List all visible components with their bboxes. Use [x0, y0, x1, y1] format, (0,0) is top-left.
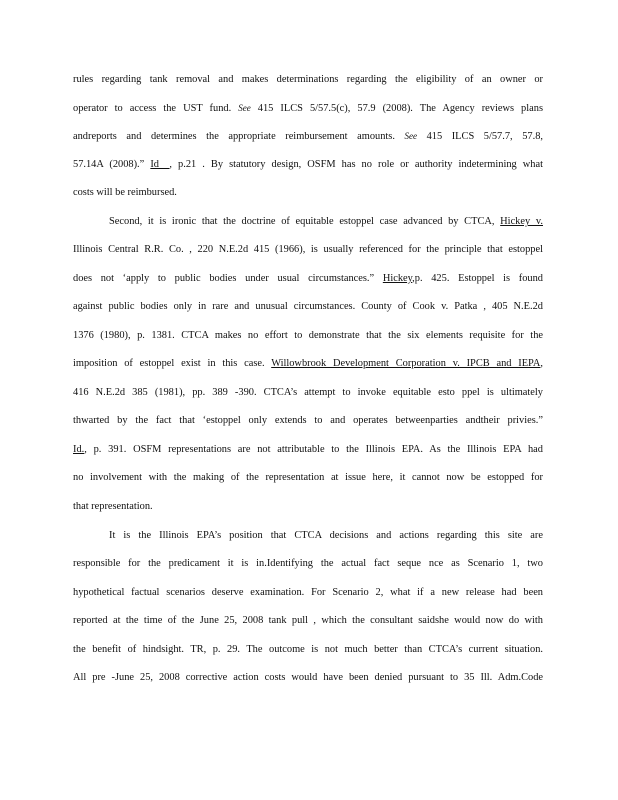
text: andreports and determines the appropriate reimbursement amounts. [73, 131, 395, 142]
text: the benefit of hindsight. TR, p. 29. The outcome is not much better than CTCA’s current situation. [73, 644, 543, 655]
p2-line-9 [73, 443, 543, 457]
p1-line-4 [73, 158, 543, 172]
text: Illinois Central R.R. Co. , 220 N.E.2d 415 (1966), is usually referenced for the principle that estoppel [73, 244, 543, 255]
text: no involvement with the making of the representation at issue here, it cannot now be estopped for [73, 472, 543, 483]
p3-line-6 [73, 671, 543, 685]
text: responsible for the predicament it is in.Identifying the actual fact seque nce as Scenario 1, two [73, 558, 543, 569]
text: reported at the time of the June 25, 2008 tank pull , which the consultant saidshe would now do with [73, 615, 543, 626]
p2-line-6 [73, 357, 543, 371]
text: costs will be reimbursed. [73, 187, 177, 198]
case-citation: Hickey v. [500, 216, 543, 227]
text: 415 ILCS 5/57.7, 57.8, [426, 131, 543, 142]
p3-line-5 [73, 643, 543, 657]
text: Second, it is ironic that the doctrine of equitable estoppel case advanced by CTCA, [109, 216, 495, 227]
text: It is the Illinois EPA’s position that CTCA decisions and actions regarding this site are [109, 530, 543, 541]
text: against public bodies only in rare and unusual circumstances. County of Cook v. Patka , 405 N.E.2d [73, 301, 543, 312]
text: thwarted by the fact that ‘estoppel only extends to and operates betweenparties andtheir privies.” [73, 415, 543, 426]
text: 415 ILCS 5/57.5(c), 57.9 (2008). The Agency reviews plans [257, 103, 543, 114]
p3-line-4 [73, 614, 543, 628]
text: operator to access the UST fund. [73, 103, 232, 114]
id-citation: Id. [73, 444, 85, 455]
p2-line-3 [73, 272, 543, 286]
id-citation: Id__ [150, 159, 170, 170]
text: 57.14A (2008).” [73, 159, 145, 170]
p3-line-2 [73, 557, 543, 571]
text: rules regarding tank removal and makes determinations regarding the eligibility of an owner or [73, 74, 543, 85]
p2-line-1 [109, 215, 543, 229]
p2-line-8 [73, 414, 543, 428]
p1-line-5 [73, 186, 543, 200]
text: , p.21 . By statutory design, OSFM has no role or authority indetermining what [169, 159, 543, 170]
p2-line-11 [73, 500, 543, 514]
text: ,p. 425. Estoppel is found [412, 273, 543, 284]
see-signal: See [238, 103, 251, 113]
p2-line-4 [73, 300, 543, 314]
text: that representation. [73, 501, 153, 512]
see-signal: See [404, 131, 417, 141]
text: imposition of estoppel exist in this case. [73, 358, 265, 369]
text: hypothetical factual scenarios deserve examination. For Scenario 2, what if a new release had been [73, 587, 543, 598]
text: All pre -June 25, 2008 corrective action costs would have been denied pursuant to 35 Ill. Adm.Code [73, 672, 543, 683]
p2-line-7 [73, 386, 543, 400]
p2-line-2 [73, 243, 543, 257]
p1-line-1 [73, 73, 543, 87]
text: 416 N.E.2d 385 (1981), pp. 389 -390. CTCA’s attempt to invoke equitable esto ppel is ultimately [73, 387, 543, 398]
text: , [540, 358, 543, 369]
text: does not ‘apply to public bodies under usual circumstances.” [73, 273, 375, 284]
text: 1376 (1980), p. 1381. CTCA makes no effort to demonstrate that the six elements requisite for the [73, 330, 543, 341]
case-citation: Willowbrook Development Corporation v. IPCB and IEPA [271, 358, 541, 369]
p2-line-10 [73, 471, 543, 485]
p2-line-5 [73, 329, 543, 343]
p1-line-3 [73, 129, 543, 143]
p3-line-1 [109, 529, 543, 543]
text: , p. 391. OSFM representations are not attributable to the Illinois EPA. As the Illinois EPA had [84, 444, 543, 455]
p3-line-3 [73, 586, 543, 600]
case-citation: Hickey [382, 273, 413, 284]
p1-line-2 [73, 101, 543, 115]
